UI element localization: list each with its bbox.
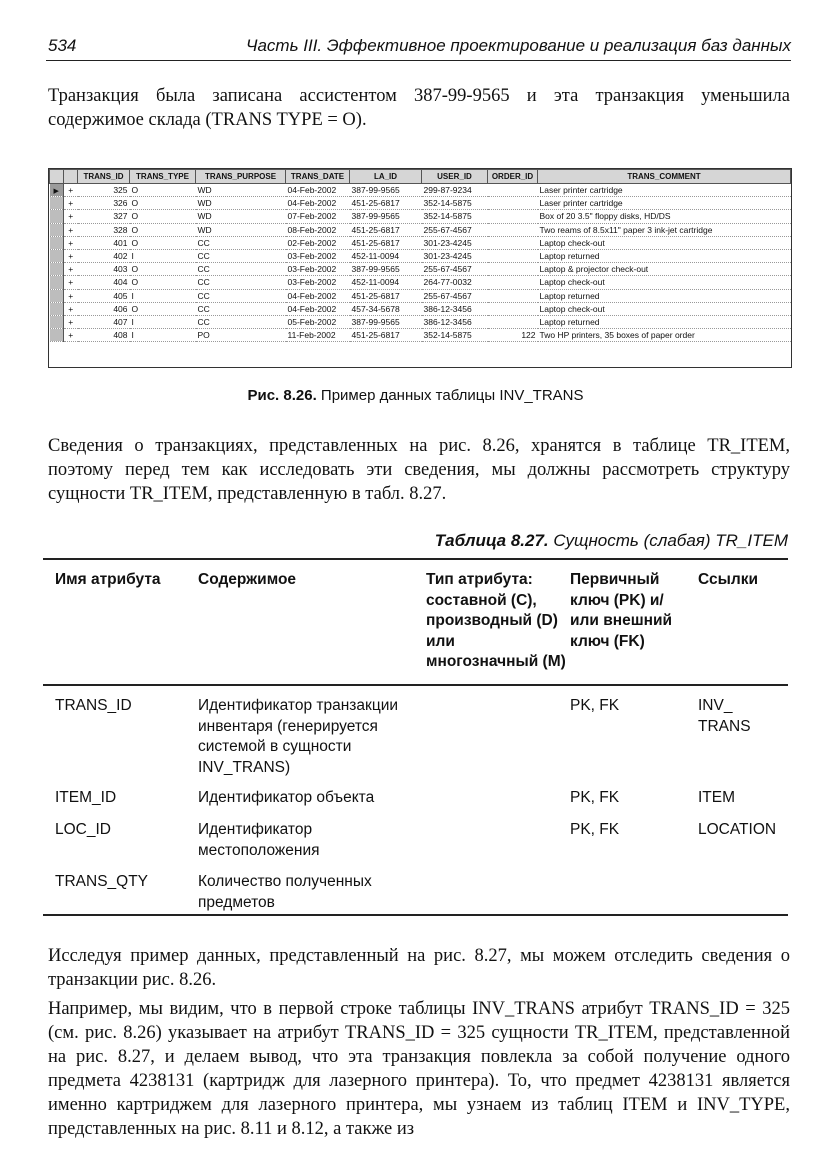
cell-trans-type[interactable]: O — [130, 210, 196, 223]
row-selector[interactable] — [50, 276, 64, 289]
table-title — [435, 531, 788, 551]
cell-trans-purpose[interactable]: WD — [196, 223, 286, 236]
cell-trans-type[interactable]: O — [130, 276, 196, 289]
attribute-table-body — [43, 686, 788, 916]
cell-trans-purpose[interactable]: CC — [196, 236, 286, 249]
figure-caption — [0, 387, 831, 404]
cell-trans-id[interactable]: 408 — [78, 329, 130, 342]
table-title-label: Таблица 8.27. — [434, 531, 549, 550]
cell-trans-purpose[interactable]: CC — [196, 263, 286, 276]
paragraph-4: Например, мы видим, что в первой строке таблицы INV_TRANS атрибут TRANS_ID = 325 (см. рис. 8.26) указывает на атрибут TRANS_ID = 325 сущности TR_ITEM, представленной на рис. 8.27, и делаем вывод, что эта транзакция повлекла за собой получение одного предмета 4238131 (картридж для лазерного принтера). То, что предмет 4238131 является именно картриджем для лазерного принтера, мы узнаем из таблиц ITEM и INV_TYPE, представленных на рис. 8.11 и 8.12, а также из — [48, 999, 790, 1139]
expand-row-icon[interactable]: + — [64, 197, 78, 210]
cell-trans-date[interactable]: 02-Feb-2002 — [286, 236, 350, 249]
cell-trans-type[interactable]: O — [130, 263, 196, 276]
cell-trans-date[interactable]: 04-Feb-2002 — [286, 302, 350, 315]
cell-user-id[interactable]: 301-23-4245 — [422, 236, 488, 249]
cell-order-id[interactable] — [488, 315, 538, 328]
cell-trans-purpose[interactable]: WD — [196, 210, 286, 223]
cell-trans-purpose[interactable]: CC — [196, 315, 286, 328]
cell-user-id[interactable]: 255-67-4567 — [422, 289, 488, 302]
cell-trans-purpose[interactable]: WD — [196, 184, 286, 197]
header-content: Содержимое — [198, 571, 297, 588]
cell-trans-type[interactable]: O — [130, 302, 196, 315]
row-2-ref: ITEM — [698, 789, 736, 806]
cell-user-id[interactable]: 352-14-5875 — [422, 329, 488, 342]
row-3-key: PK, FK — [570, 821, 620, 838]
cell-order-id[interactable] — [488, 276, 538, 289]
cell-trans-type[interactable]: I — [130, 249, 196, 262]
row-1-content: Идентификатор транзакции инвентаря (генерируется системой в сущности INV_TRANS) — [198, 697, 399, 776]
table-title-text: Сущность (слабая) TR_ITEM — [553, 531, 788, 550]
expand-row-icon[interactable]: + — [64, 184, 78, 197]
cell-trans-comment[interactable]: Laptop & projector check-out — [538, 263, 791, 276]
cell-order-id[interactable] — [488, 302, 538, 315]
expand-row-icon[interactable]: + — [64, 289, 78, 302]
cell-la-id[interactable]: 457-34-5678 — [350, 302, 422, 315]
row-3-name: LOC_ID — [55, 821, 111, 838]
cell-order-id[interactable] — [488, 249, 538, 262]
cell-la-id[interactable]: 451-25-6817 — [350, 329, 422, 342]
cell-trans-type[interactable]: O — [130, 184, 196, 197]
cell-order-id[interactable] — [488, 210, 538, 223]
table-row[interactable] — [50, 249, 791, 262]
row-selector-header — [50, 170, 64, 184]
table-row[interactable] — [50, 263, 791, 276]
cell-order-id[interactable] — [488, 263, 538, 276]
cell-trans-comment[interactable]: Laptop check-out — [538, 276, 791, 289]
row-selector[interactable] — [50, 289, 64, 302]
table-row[interactable] — [50, 329, 791, 342]
cell-trans-comment[interactable]: Laptop returned — [538, 249, 791, 262]
cell-trans-date[interactable]: 04-Feb-2002 — [286, 197, 350, 210]
expand-row-icon[interactable]: + — [64, 302, 78, 315]
row-2-key: PK, FK — [570, 789, 620, 806]
cell-trans-id[interactable]: 402 — [78, 249, 130, 262]
row-1-key: PK, FK — [570, 697, 620, 714]
header-attribute-type: Тип атрибута: составной (С), производный (D) или многозначный (M) — [426, 571, 566, 670]
cell-trans-comment[interactable]: Laser printer cartridge — [538, 184, 791, 197]
cell-trans-date[interactable]: 04-Feb-2002 — [286, 184, 350, 197]
cell-trans-date[interactable]: 04-Feb-2002 — [286, 289, 350, 302]
table-row[interactable] — [50, 236, 791, 249]
cell-trans-comment[interactable]: Box of 20 3.5" floppy disks, HD/DS — [538, 210, 791, 223]
cell-trans-type[interactable]: O — [130, 236, 196, 249]
cell-trans-id[interactable]: 406 — [78, 302, 130, 315]
cell-trans-comment[interactable]: Two HP printers, 35 boxes of paper order — [538, 329, 791, 342]
expand-row-icon[interactable]: + — [64, 263, 78, 276]
cell-trans-id[interactable]: 405 — [78, 289, 130, 302]
cell-user-id[interactable]: 352-14-5875 — [422, 210, 488, 223]
cell-user-id[interactable]: 264-77-0032 — [422, 276, 488, 289]
table-row[interactable] — [50, 302, 791, 315]
cell-trans-id[interactable]: 327 — [78, 210, 130, 223]
expand-row-icon[interactable]: + — [64, 329, 78, 342]
col-header-trans-comment[interactable]: TRANS_COMMENT — [538, 170, 791, 184]
cell-trans-type[interactable]: O — [130, 197, 196, 210]
row-selector[interactable] — [50, 197, 64, 210]
cell-trans-date[interactable]: 03-Feb-2002 — [286, 276, 350, 289]
cell-trans-id[interactable]: 401 — [78, 236, 130, 249]
cell-trans-date[interactable]: 11-Feb-2002 — [286, 329, 350, 342]
cell-trans-comment[interactable]: Laptop returned — [538, 289, 791, 302]
expand-header — [64, 170, 78, 184]
header-references: Ссылки — [698, 571, 758, 588]
cell-user-id[interactable]: 301-23-4245 — [422, 249, 488, 262]
table-row[interactable] — [50, 184, 791, 197]
cell-trans-date[interactable]: 08-Feb-2002 — [286, 223, 350, 236]
cell-user-id[interactable]: 352-14-5875 — [422, 197, 488, 210]
row-1-name: TRANS_ID — [55, 697, 132, 714]
paragraph-3: Исследуя пример данных, представленный на рис. 8.27, мы можем отследить сведения о транзакции рис. 8.26. — [48, 946, 790, 990]
expand-row-icon[interactable]: + — [64, 276, 78, 289]
row-2-content: Идентификатор объекта — [198, 789, 375, 806]
expand-row-icon[interactable]: + — [64, 315, 78, 328]
cell-la-id[interactable]: 387-99-9565 — [350, 263, 422, 276]
cell-trans-purpose[interactable]: CC — [196, 276, 286, 289]
col-header-trans-type[interactable]: TRANS_TYPE — [130, 170, 196, 184]
cell-order-id[interactable]: 122 — [488, 329, 538, 342]
row-selector[interactable] — [50, 210, 64, 223]
expand-row-icon[interactable]: + — [64, 249, 78, 262]
cell-order-id[interactable] — [488, 197, 538, 210]
col-header-trans-date[interactable]: TRANS_DATE — [286, 170, 350, 184]
cell-la-id[interactable]: 387-99-9565 — [350, 184, 422, 197]
cell-trans-id[interactable]: 407 — [78, 315, 130, 328]
cell-trans-comment[interactable]: Laptop check-out — [538, 236, 791, 249]
running-header — [46, 36, 791, 61]
datasheet-header-row — [50, 170, 791, 184]
figure-caption-text: Пример данных таблицы INV_TRANS — [320, 387, 584, 404]
table-row[interactable] — [50, 276, 791, 289]
cell-trans-id[interactable]: 325 — [78, 184, 130, 197]
cell-trans-comment[interactable]: Laptop check-out — [538, 302, 791, 315]
cell-trans-id[interactable]: 404 — [78, 276, 130, 289]
row-1-ref: INV_ TRANS — [698, 697, 751, 735]
row-selector[interactable] — [50, 329, 64, 342]
row-selector[interactable] — [50, 302, 64, 315]
cell-trans-type[interactable]: I — [130, 315, 196, 328]
table-row[interactable] — [50, 315, 791, 328]
cell-la-id[interactable]: 451-25-6817 — [350, 197, 422, 210]
row-4-content: Количество полученных предметов — [198, 873, 372, 911]
cell-trans-date[interactable]: 07-Feb-2002 — [286, 210, 350, 223]
cell-user-id[interactable]: 255-67-4567 — [422, 223, 488, 236]
paragraph-2: Сведения о транзакциях, представленных на рис. 8.26, хранятся в таблице TR_ITEM, поэтому перед тем как исследовать эти сведения, мы должны рассмотреть структуру сущности TR_ITEM, представленную в табл. 8.27. — [48, 436, 790, 504]
col-header-trans-id[interactable]: TRANS_ID — [78, 170, 130, 184]
cell-trans-comment[interactable]: Laser printer cartridge — [538, 197, 791, 210]
page-number: 534 — [48, 36, 77, 55]
expand-row-icon[interactable]: + — [64, 236, 78, 249]
cell-la-id[interactable]: 452-11-0094 — [350, 276, 422, 289]
cell-order-id[interactable] — [488, 289, 538, 302]
cell-trans-purpose[interactable]: CC — [196, 289, 286, 302]
col-header-la-id[interactable]: LA_ID — [350, 170, 422, 184]
attribute-table-header — [43, 558, 788, 686]
cell-la-id[interactable]: 451-25-6817 — [350, 223, 422, 236]
inv-trans-datasheet — [48, 168, 792, 368]
cell-trans-date[interactable]: 05-Feb-2002 — [286, 315, 350, 328]
cell-trans-comment[interactable]: Laptop returned — [538, 315, 791, 328]
row-4-name: TRANS_QTY — [55, 873, 149, 890]
row-selector[interactable] — [50, 184, 64, 197]
cell-la-id[interactable]: 387-99-9565 — [350, 315, 422, 328]
cell-trans-type[interactable]: O — [130, 223, 196, 236]
cell-trans-purpose[interactable]: CC — [196, 249, 286, 262]
paragraph-1: Транзакция была записана ассистентом 387-99-9565 и эта транзакция уменьшила содержимое склада (TRANS TYPE = O). — [48, 86, 790, 130]
cell-trans-id[interactable]: 403 — [78, 263, 130, 276]
row-selector[interactable] — [50, 249, 64, 262]
cell-user-id[interactable]: 299-87-9234 — [422, 184, 488, 197]
col-header-user-id[interactable]: USER_ID — [422, 170, 488, 184]
cell-order-id[interactable] — [488, 236, 538, 249]
expand-row-icon[interactable]: + — [64, 210, 78, 223]
cell-trans-purpose[interactable]: WD — [196, 197, 286, 210]
cell-user-id[interactable]: 255-67-4567 — [422, 263, 488, 276]
cell-la-id[interactable]: 387-99-9565 — [350, 210, 422, 223]
row-selector[interactable] — [50, 315, 64, 328]
cell-trans-date[interactable]: 03-Feb-2002 — [286, 249, 350, 262]
running-title: Часть III. Эффективное проектирование и реализация баз данных — [246, 36, 791, 55]
col-header-order-id[interactable]: ORDER_ID — [488, 170, 538, 184]
cell-order-id[interactable] — [488, 223, 538, 236]
row-3-ref: LOCATION — [698, 821, 777, 838]
cell-order-id[interactable] — [488, 184, 538, 197]
cell-trans-type[interactable]: I — [130, 329, 196, 342]
row-2-name: ITEM_ID — [55, 789, 117, 806]
cell-user-id[interactable]: 386-12-3456 — [422, 302, 488, 315]
expand-row-icon[interactable]: + — [64, 223, 78, 236]
cell-la-id[interactable]: 451-25-6817 — [350, 236, 422, 249]
cell-user-id[interactable]: 386-12-3456 — [422, 315, 488, 328]
cell-trans-comment[interactable]: Two reams of 8.5x11" paper 3 ink-jet cartridge — [538, 223, 791, 236]
cell-trans-purpose[interactable]: CC — [196, 302, 286, 315]
cell-trans-id[interactable]: 326 — [78, 197, 130, 210]
table-row[interactable] — [50, 289, 791, 302]
header-key: Первичный ключ (PK) и/или внешний ключ (FK) — [570, 571, 673, 650]
cell-trans-date[interactable]: 03-Feb-2002 — [286, 263, 350, 276]
cell-trans-type[interactable]: I — [130, 289, 196, 302]
header-attribute-name: Имя атрибута — [55, 571, 161, 588]
table-row[interactable] — [50, 210, 791, 223]
table-row[interactable] — [50, 197, 791, 210]
row-selector[interactable] — [50, 223, 64, 236]
cell-la-id[interactable]: 452-11-0094 — [350, 249, 422, 262]
tr-item-attribute-table — [43, 558, 788, 916]
current-row-icon: ▶ — [53, 188, 59, 196]
row-selector[interactable] — [50, 236, 64, 249]
row-3-content: Идентификатор местоположения — [198, 821, 320, 859]
cell-trans-id[interactable]: 328 — [78, 223, 130, 236]
cell-trans-purpose[interactable]: PO — [196, 329, 286, 342]
figure-caption-label: Рис. 8.26. — [247, 387, 317, 404]
cell-la-id[interactable]: 451-25-6817 — [350, 289, 422, 302]
row-selector[interactable] — [50, 263, 64, 276]
col-header-trans-purpose[interactable]: TRANS_PURPOSE — [196, 170, 286, 184]
table-row[interactable] — [50, 223, 791, 236]
